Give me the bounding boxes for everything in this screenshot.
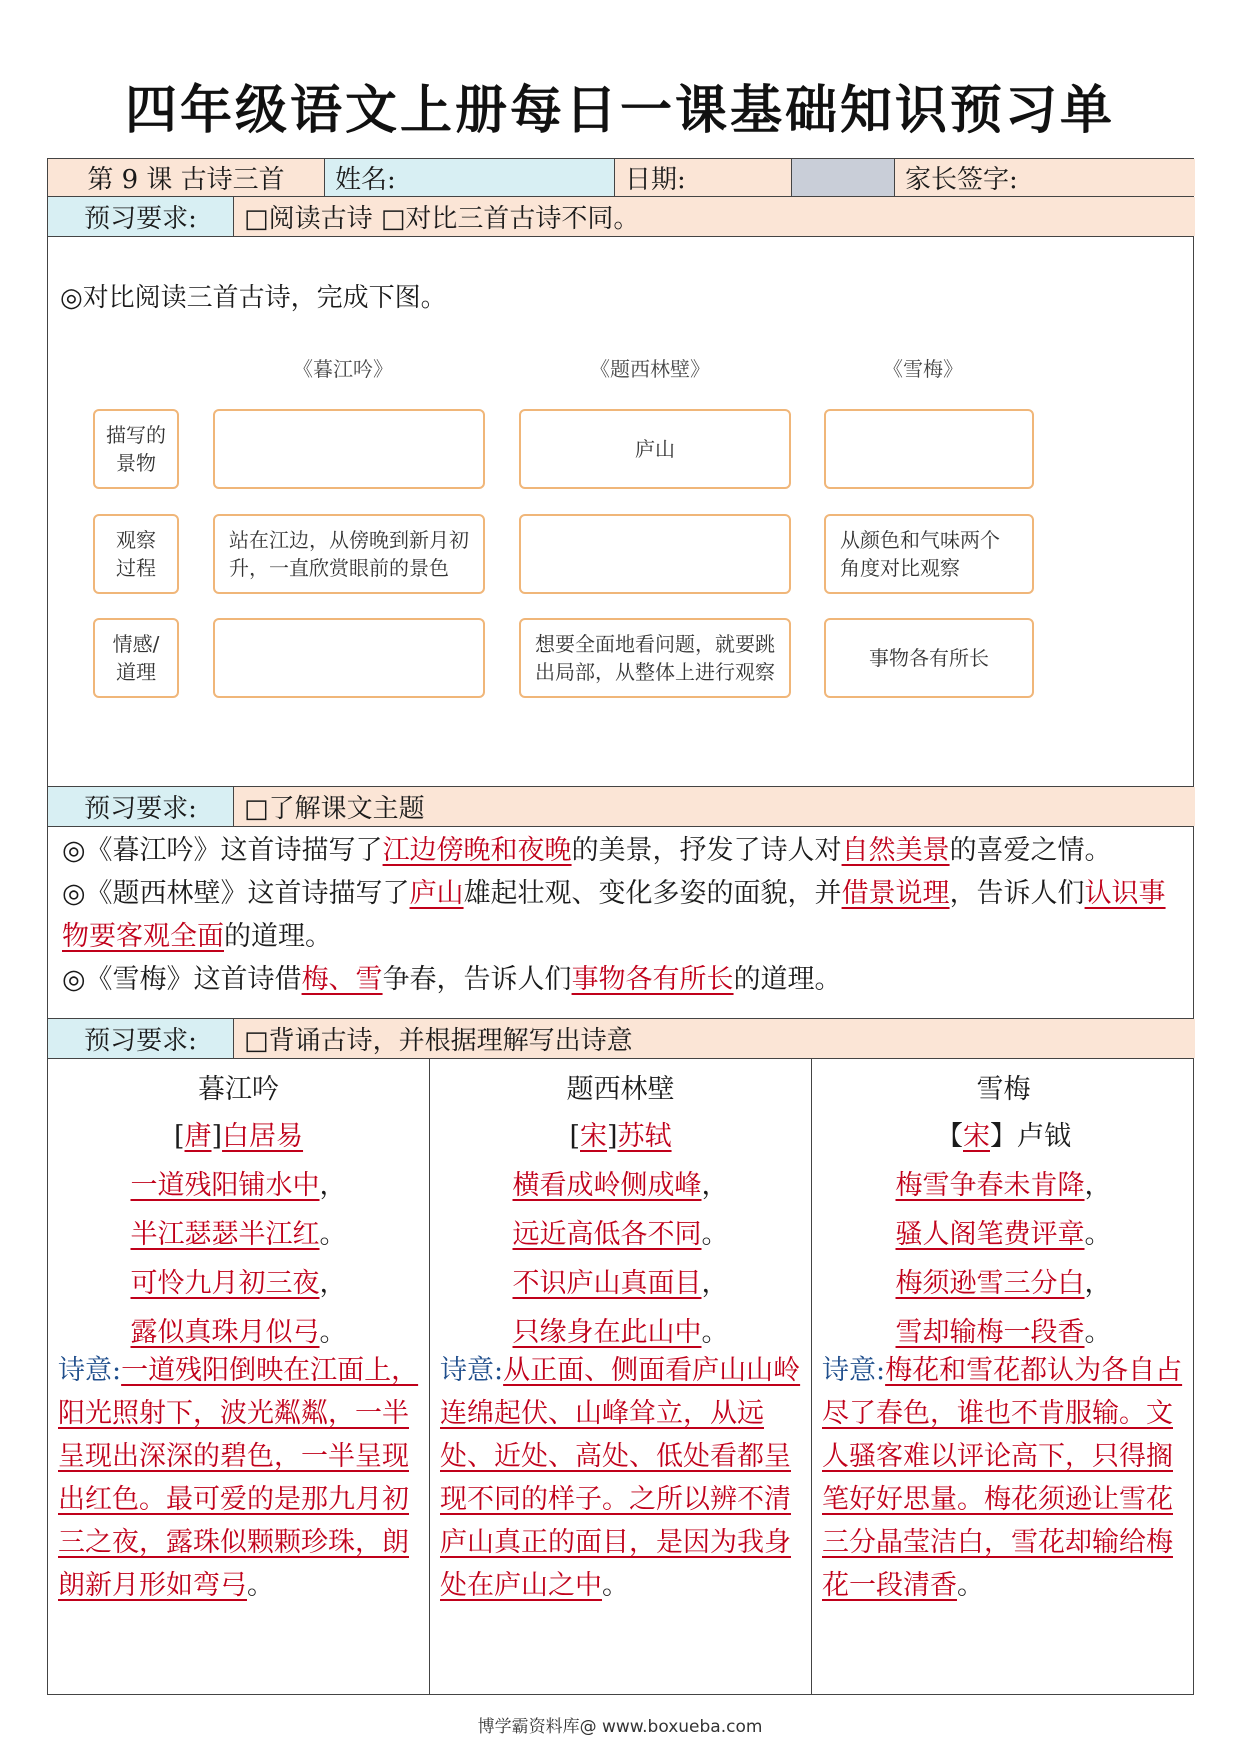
poem-column [812,1059,1195,1694]
answer-box[interactable]: 想要全面地看问题，就要跳出局部，从整体上进行观察 [519,618,791,698]
lesson-title: 第 9 课 古诗三首 [48,159,325,196]
answer-box[interactable]: 从颜色和气味两个角度对比观察 [824,514,1034,594]
poem-meaning: 诗意:梅花和雪花都认为各自占尽了春色，谁也不肯服输。文人骚客难以评论高下，只得搁笔好好思量。梅花须逊让雪花三分晶莹洁白，雪花却输给梅花一段清香。 [822,1355,1183,1601]
date-value-field[interactable] [792,159,895,196]
poem-line: 一道残阳铺水中， [130,1170,347,1201]
poem-line: 梅须逊雪三分白， [895,1268,1112,1299]
theme-paragraph-3: ◎《雪梅》这首诗借梅、雪争春，告诉人们事物各有所长的道理。 [62,964,842,995]
poem-title: 暮江吟 [198,1074,279,1105]
footer-watermark: 博学霸资料库@ www.boxueba.com [477,1717,763,1737]
poem-title: 雪梅 [976,1074,1031,1105]
name-field[interactable]: 姓名: [325,159,615,196]
req-text[interactable]: □背诵古诗，并根据理解写出诗意 [234,1019,1195,1058]
poem-line: 雪却输梅一段香。 [895,1317,1112,1348]
poem-author: 【宋】卢钺 [936,1121,1071,1152]
req-label: 预习要求: [48,197,234,236]
poem-column [430,1059,812,1694]
theme-paragraph-1: ◎《暮江吟》这首诗描写了江边傍晚和夜晚的美景，抒发了诗人对自然美景的喜爱之情。 [62,835,1112,866]
worksheet-frame [47,158,1194,1695]
poem-line: 露似真珠月似弓。 [130,1317,347,1348]
answer-box[interactable] [824,409,1034,489]
answer-box[interactable]: 事物各有所长 [824,618,1034,698]
poem-line: 远近高低各不同。 [512,1219,729,1250]
poem-line: 半江瑟瑟半江红。 [130,1219,347,1250]
poem-line: 横看成岭侧成峰， [512,1170,729,1201]
instruction: ◎对比阅读三首古诗，完成下图。 [60,283,447,313]
page-title: 四年级语文上册每日一课基础知识预习单 [124,81,1115,141]
column-head: 《题西林壁》 [590,357,710,381]
answer-box[interactable]: 站在江边，从傍晚到新月初升，一直欣赏眼前的景色 [213,514,485,594]
poem-author: [宋]苏轼 [569,1121,672,1152]
poem-meaning: 诗意:从正面、侧面看庐山山岭连绵起伏、山峰耸立，从远处、近处、高处、低处看都呈现不同的样子。之所以辨不清庐山真正的面目，是因为我身处在庐山之中。 [440,1355,801,1601]
poem-author: [唐]白居易 [173,1121,304,1152]
poem-line: 只缘身在此山中。 [512,1317,729,1348]
req-text[interactable]: □阅读古诗 □对比三首古诗不同。 [234,197,1195,236]
section2-requirement [48,787,1193,827]
section3-requirement [48,1019,1193,1059]
row-label-scenery: 描写的景物 [93,409,179,489]
req-label: 预习要求: [48,1019,234,1058]
poem-line: 骚人阁笔费评章。 [895,1219,1112,1250]
poems-section [48,1059,1193,1694]
poem-line: 可怜九月初三夜， [130,1268,347,1299]
poem-line: 不识庐山真面目， [512,1268,729,1299]
answer-box[interactable]: 庐山 [519,409,791,489]
poem-line: 梅雪争春未肯降， [895,1170,1112,1201]
comparison-section [48,237,1193,787]
section1-requirement [48,197,1193,237]
parent-signature-field[interactable]: 家长签字: [895,159,1195,196]
req-label: 预习要求: [48,787,234,826]
row-label-emotion: 情感/道理 [93,618,179,698]
poem-column [48,1059,430,1694]
theme-paragraph-2: ◎《题西林壁》这首诗描写了庐山雄起壮观、变化多姿的面貌，并借景说理，告诉人们认识事物要客观全面的道理。 [62,878,1166,952]
column-head: 《雪梅》 [883,357,963,381]
column-head: 《暮江吟》 [293,357,393,381]
answer-box[interactable] [213,618,485,698]
date-field[interactable]: 日期: [615,159,792,196]
header-row [48,159,1193,197]
poem-title: 题西林壁 [566,1074,675,1105]
answer-box[interactable] [213,409,485,489]
answer-box[interactable] [519,514,791,594]
poem-meaning: 诗意:一道残阳倒映在江面上，阳光照射下，波光粼粼，一半呈现出深深的碧色，一半呈现出红色。最可爱的是那九月初三之夜，露珠似颗颗珍珠，朗朗新月形如弯弓。 [58,1355,419,1601]
theme-section [48,827,1193,1019]
req-text[interactable]: □了解课文主题 [234,787,1195,826]
row-label-process: 观察过程 [93,514,179,594]
